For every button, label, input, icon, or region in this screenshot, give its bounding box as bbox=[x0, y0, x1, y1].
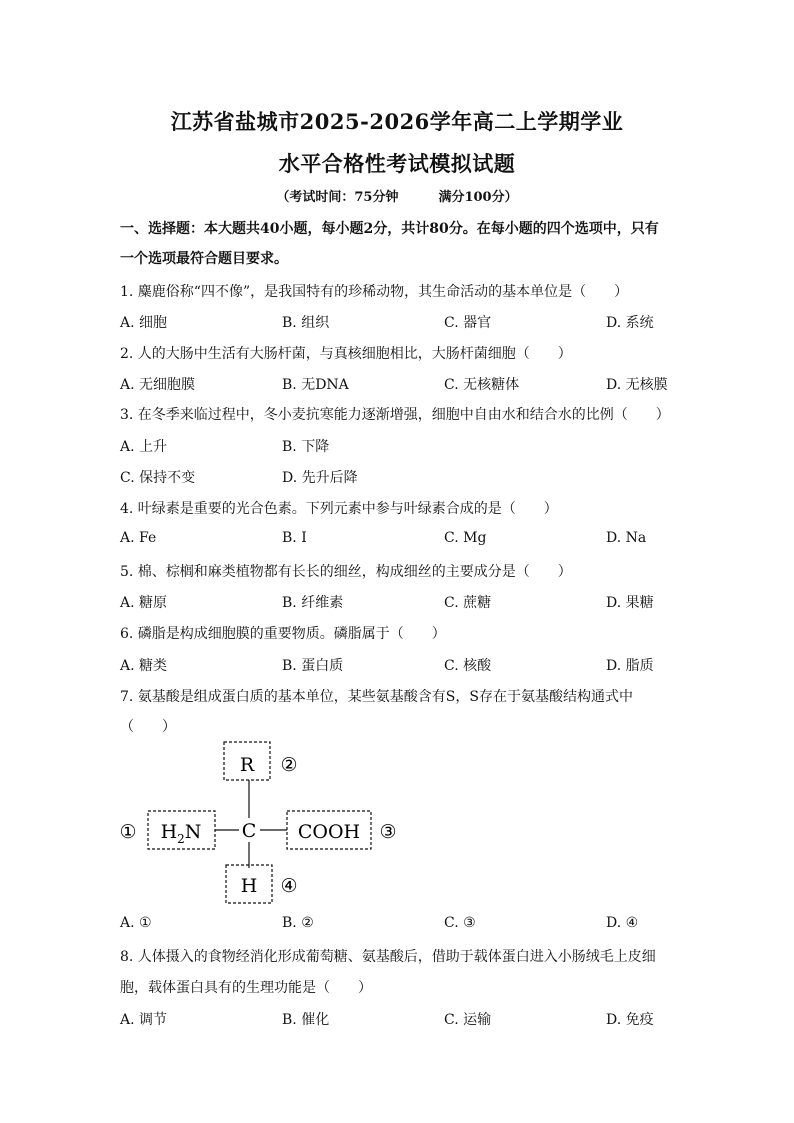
exam-title-line2: 水平合格性考试模拟试题 bbox=[278, 151, 516, 176]
q2-option-d: D. 无核膜 bbox=[606, 377, 668, 393]
exam-time: （考试时间：75分钟 bbox=[276, 190, 399, 205]
q1-option-d: D. 系统 bbox=[606, 315, 654, 331]
q3-option-c: C. 保持不变 bbox=[120, 470, 196, 486]
q6-option-a: A. 糖类 bbox=[120, 658, 168, 674]
q8-option-d: D. 免疫 bbox=[606, 1012, 654, 1028]
q7-option-b: B. ② bbox=[282, 915, 314, 931]
question-7-stem-line2: （ ） bbox=[120, 719, 176, 735]
q1-option-a: A. 细胞 bbox=[120, 315, 168, 331]
question-8-stem: 8. 人体摄入的食物经消化形成葡萄糖、氨基酸后，借助于载体蛋白进入小肠绒毛上皮细 bbox=[120, 949, 656, 965]
q4-option-c: C. Mg bbox=[444, 530, 487, 546]
q6-option-d: D. 脂质 bbox=[606, 658, 654, 674]
q4-option-a: A. Fe bbox=[120, 530, 157, 546]
question-5-stem: 5. 棉、棕榈和麻类植物都有长长的细丝，构成细丝的主要成分是（ ） bbox=[120, 564, 572, 580]
question-3-stem: 3. 在冬季来临过程中，冬小麦抗寒能力逐渐增强，细胞中自由水和结合水的比例（ ） bbox=[120, 407, 670, 423]
q3-option-a: A. 上升 bbox=[120, 439, 168, 455]
question-8-stem-line2: 胞，载体蛋白具有的生理功能是（ ） bbox=[120, 980, 372, 996]
q7-option-c: C. ③ bbox=[444, 915, 476, 931]
q8-option-c: C. 运输 bbox=[444, 1012, 492, 1028]
q3-option-d: D. 先升后降 bbox=[282, 470, 358, 486]
amino-group-label: $H_2N$ bbox=[160, 821, 202, 846]
marker-1: ① bbox=[119, 821, 137, 843]
exam-info bbox=[0, 186, 794, 205]
q4-option-b: B. I bbox=[282, 530, 307, 546]
section-heading-line1: 一、选择题：本大题共40小题，每小题2分，共计80分。在每小题的四个选项中，只有 bbox=[120, 221, 659, 237]
full-score: 满分100分） bbox=[438, 190, 518, 205]
q6-option-b: B. 蛋白质 bbox=[282, 658, 344, 674]
q3-option-b: B. 下降 bbox=[282, 439, 330, 455]
q1-option-c: C. 器官 bbox=[444, 315, 492, 331]
q2-option-b: B. 无DNA bbox=[282, 377, 349, 393]
q4-option-d: D. Na bbox=[606, 530, 647, 546]
q5-option-b: B. 纤维素 bbox=[282, 595, 344, 611]
exam-title-line1: 江苏省盐城市2025-2026学年高二上学期学业 bbox=[170, 109, 624, 134]
question-7-stem: 7. 氨基酸是组成蛋白质的基本单位，某些氨基酸含有S，S存在于氨基酸结构通式中 bbox=[120, 689, 633, 705]
amino-acid-structure-diagram bbox=[112, 738, 412, 908]
marker-3: ③ bbox=[379, 821, 397, 843]
q6-option-c: C. 核酸 bbox=[444, 658, 492, 674]
q2-option-c: C. 无核糖体 bbox=[444, 377, 520, 393]
q2-option-a: A. 无细胞膜 bbox=[120, 377, 196, 393]
q8-option-b: B. 催化 bbox=[282, 1012, 330, 1028]
q5-option-a: A. 糖原 bbox=[120, 595, 168, 611]
q5-option-d: D. 果糖 bbox=[606, 595, 654, 611]
marker-4: ④ bbox=[280, 875, 298, 897]
q5-option-c: C. 蔗糖 bbox=[444, 595, 492, 611]
central-carbon: C bbox=[241, 820, 257, 842]
section-heading-line2: 一个选项最符合题目要求。 bbox=[120, 251, 288, 267]
question-4-stem: 4. 叶绿素是重要的光合色素。下列元素中参与叶绿素合成的是（ ） bbox=[120, 501, 558, 517]
hydrogen-label: H bbox=[240, 875, 258, 897]
q7-option-a: A. ① bbox=[120, 915, 152, 931]
question-1-stem: 1. 麋鹿俗称“四不像”，是我国特有的珍稀动物，其生命活动的基本单位是（ ） bbox=[120, 284, 629, 300]
q1-option-b: B. 组织 bbox=[282, 315, 330, 331]
q7-option-d: D. ④ bbox=[606, 915, 639, 931]
q8-option-a: A. 调节 bbox=[120, 1012, 168, 1028]
question-2-stem: 2. 人的大肠中生活有大肠杆菌，与真核细胞相比，大肠杆菌细胞（ ） bbox=[120, 346, 572, 362]
question-6-stem: 6. 磷脂是构成细胞膜的重要物质。磷脂属于（ ） bbox=[120, 626, 446, 642]
carboxyl-group-label: COOH bbox=[297, 821, 361, 843]
marker-2: ② bbox=[280, 754, 298, 776]
r-group-label: R bbox=[239, 754, 255, 776]
